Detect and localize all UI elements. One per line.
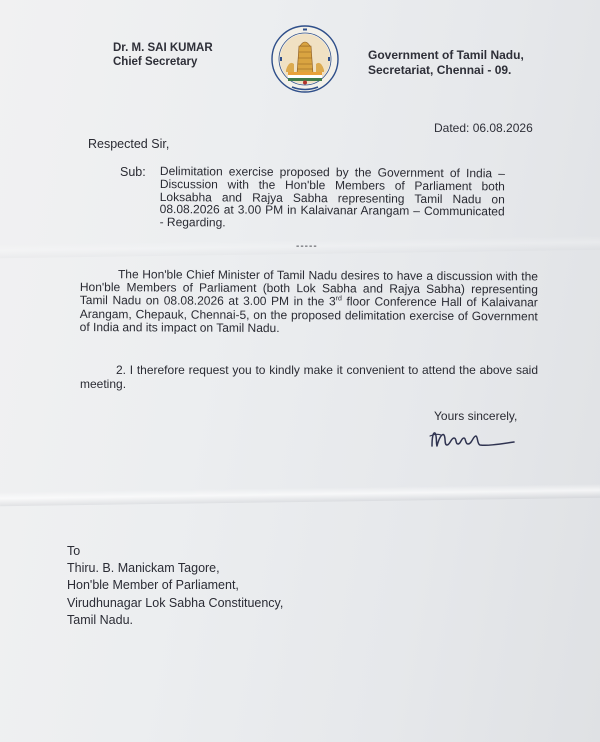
- sender-block: [113, 41, 213, 69]
- recipient-constituency: Virudhunagar Lok Sabha Constituency,: [67, 595, 284, 610]
- recipient-designation: Hon'ble Member of Parliament,: [67, 578, 239, 593]
- tamil-nadu-government-emblem-icon: [270, 24, 340, 94]
- handwritten-signature-icon: [426, 424, 520, 454]
- body-paragraph-2: [80, 364, 538, 391]
- subject-label: Sub:: [120, 165, 146, 179]
- subject-separator: -----: [296, 241, 318, 252]
- closing-line: Yours sincerely,: [434, 409, 518, 423]
- recipient-name: Thiru. B. Manickam Tagore,: [67, 561, 220, 576]
- body-paragraph-1: [80, 268, 538, 336]
- letter-date: Dated: 06.08.2026: [434, 121, 533, 135]
- paragraph-1-text: The Hon'ble Chief Minister of Tamil Nadu desires to have a discussion with the Hon'ble Members of Parliament (both Lok Sabha and Rajya Sabha) representing Tamil Nadu on 08.08.2026 at 3.00 PM in the 3: [79, 267, 538, 309]
- recipient-to: To: [67, 544, 81, 558]
- ordinal-superscript: rd: [335, 295, 342, 303]
- government-block: [368, 48, 524, 78]
- subject-text: Delimitation exercise proposed by the Government of India – Discussion with the Hon'ble Members of Parliament both Loksabha and Rajya Sabha representing Tamil Nadu on 08.08.2026 at 3.00 PM in Kalaivanar Arangam – Communicated - Regarding.: [159, 164, 505, 230]
- government-name: Government of Tamil Nadu,: [368, 48, 524, 62]
- paragraph-1-text-cont: floor Conference Hall of Kalaivanar Arangam, Chepauk, Chennai-5, on the proposed delimitation exercise of Government of India and its impact on Tamil Nadu.: [79, 294, 538, 335]
- sender-designation: Chief Secretary: [113, 56, 198, 68]
- recipient-block: [67, 543, 283, 629]
- salutation: Respected Sir,: [88, 137, 170, 151]
- paper-fold-crease: [0, 484, 600, 506]
- paragraph-2-text: 2. I therefore request you to kindly make it convenient to attend the above said meeting.: [80, 363, 538, 391]
- secretariat-address: Secretariat, Chennai - 09.: [368, 63, 512, 77]
- sender-name: Dr. M. SAI KUMAR: [113, 42, 213, 54]
- recipient-state: Tamil Nadu.: [67, 612, 133, 627]
